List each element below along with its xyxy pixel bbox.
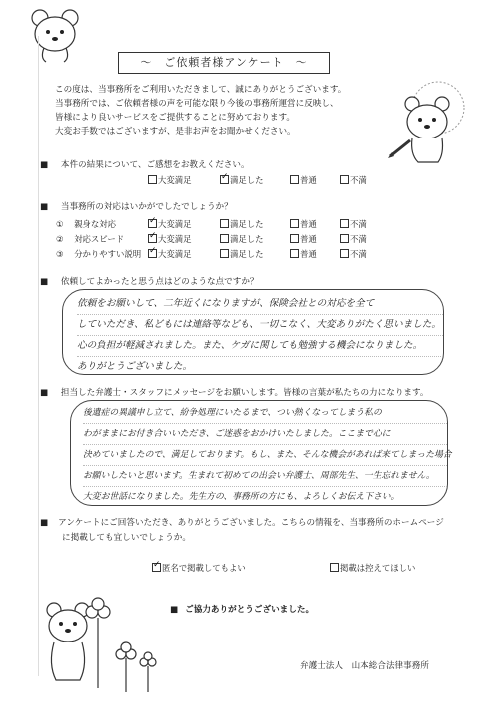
handwritten-line: していただき、私どもには連絡等なども、一切こなく、大変ありがたく思いました。 [77,315,443,336]
q2-r3-opt4[interactable] [340,248,367,260]
handwritten-line: 心の負担が軽減されました。また、ケガに関しても勉強する機会になりました。 [77,336,443,357]
q2-r1-opt4[interactable] [340,218,367,230]
row-number: ③ [56,249,64,259]
checkbox[interactable] [290,175,299,184]
q1-option-2[interactable] [220,174,264,186]
q2-r2-opt2[interactable] [220,233,264,245]
thanks-text [170,603,314,615]
question-marker: ■ [40,160,49,170]
checkbox-checked[interactable] [148,219,157,228]
q1-option-3[interactable] [290,174,317,186]
handwritten-line: 決めていましたので、満足しております。もし、また、そんな機会があれば来てしまった場合 [83,445,447,466]
q5-option-label: 掲載は控えてほしい [340,563,416,573]
question-4-text: 担当した弁護士・スタッフにメッセージをお願いします。皆様の言葉が私たちの力になります。 [60,388,429,398]
checkbox[interactable] [340,234,349,243]
option-label: 大変満足 [158,219,192,229]
checkbox[interactable] [290,219,299,228]
row-label: 分かりやすい説明 [74,249,142,259]
checkbox[interactable] [148,175,157,184]
checkbox-checked[interactable] [220,175,229,184]
intro-line: 大変お手数ではございますが、是非お声をお聞かせください。 [55,127,296,137]
option-label: 普通 [300,249,317,259]
q2-row-3 [56,248,141,260]
question-2-text: 当事務所の対応はいかがでしたでしょうか？ [60,202,233,212]
handwritten-line: 後遺症の異議申し立て、紛争処理にいたるまで、つい熱くなってしまう私の [83,403,447,424]
handwritten-line: 大変お世話になりました。先生方の、事務所の方にも、よろしくお伝え下さい。 [83,492,400,502]
answer-box-q3 [62,289,444,375]
q5-option-1[interactable] [152,562,246,574]
q2-r1-opt3[interactable] [290,218,317,230]
handwritten-answer-q4 [71,401,452,507]
option-label: 満足した [230,219,264,229]
question-marker: ■ [40,388,49,398]
q2-r2-opt1[interactable] [148,233,192,245]
checkbox[interactable] [340,249,349,258]
q5-option-label: 匿名で掲載してもよい [162,563,246,573]
option-label: 普通 [300,219,317,229]
checkbox[interactable] [220,219,229,228]
q1-option-label: 大変満足 [158,175,192,185]
office-name: 弁護士法人 山本総合法律事務所 [300,661,429,671]
intro-text [55,83,346,139]
handwritten-answer-q3 [63,290,443,377]
option-label: 大変満足 [158,249,192,259]
question-1-text: 本件の結果について、ご感想をお教えください。 [60,160,250,170]
thanks-label: ご協力ありがとうございました。 [185,605,315,615]
row-label: 対応スピード [74,234,125,244]
option-label: 普通 [300,234,317,244]
option-label: 不満 [350,219,367,229]
q2-r1-opt1[interactable] [148,218,192,230]
q2-r1-opt2[interactable] [220,218,264,230]
question-marker: ■ [40,518,49,528]
row-label: 親身な対応 [74,219,117,229]
checkbox[interactable] [330,563,339,572]
q2-row-1 [56,218,116,230]
checkbox[interactable] [340,219,349,228]
question-4 [40,386,429,398]
handwritten-line: 依頼をお願いして、二年近くになりますが、保険会社との対応を全て [77,294,443,315]
question-3 [40,275,259,287]
option-label: 満足した [230,249,264,259]
q2-row-2 [56,233,124,245]
option-label: 不満 [350,234,367,244]
checkbox[interactable] [290,249,299,258]
thanks-marker: ■ [170,605,179,615]
question-2 [40,200,233,212]
checkbox[interactable] [290,234,299,243]
option-label: 大変満足 [158,234,192,244]
q2-r3-opt3[interactable] [290,248,317,260]
intro-line: この度は、当事務所をご利用いただきまして、誠にありがとうございます。 [55,85,347,95]
q1-option-label: 満足した [230,175,264,185]
q1-option-label: 不満 [350,175,367,185]
row-number: ① [56,219,64,229]
q1-option-1[interactable] [148,174,192,186]
bear-with-pencil-icon [380,78,470,170]
q2-r2-opt3[interactable] [290,233,317,245]
question-marker: ■ [40,202,49,212]
checkbox-checked[interactable] [152,563,161,572]
handwritten-line: お願いしたいと思います。生まれて初めての出会い弁護士、周部先生、一生忘れません。 [83,466,447,487]
intro-line: 皆様により良いサービスをご提供することに努めております。 [55,113,295,123]
option-label: 満足した [230,234,264,244]
page-title: ～ ご依頼者様アンケート ～ [118,52,330,74]
intro-line: 当事務所では、ご依頼者様の声を可能な限り今後の事務所運営に反映し、 [55,99,339,109]
question-1 [40,158,250,170]
row-number: ② [56,234,64,244]
question-marker: ■ [40,277,49,287]
question-5-text-line: に掲載しても宜しいでしょうか。 [62,533,191,543]
handwritten-line: わがままにお付き合いいただき、ご迷惑をおかけいたしました。ここまで心に [83,424,447,445]
q1-option-4[interactable] [340,174,367,186]
q2-r3-opt2[interactable] [220,248,264,260]
q5-option-2[interactable] [330,562,415,574]
checkbox[interactable] [340,175,349,184]
option-label: 不満 [350,249,367,259]
bear-with-clover-icon [36,588,166,698]
checkbox[interactable] [220,234,229,243]
q2-r2-opt4[interactable] [340,233,367,245]
q2-r3-opt1[interactable] [148,248,192,260]
question-5 [40,516,444,546]
question-3-text: 依頼してよかったと思う点はどのような点ですか？ [60,277,259,287]
handwritten-line: ありがとうございました。 [77,361,193,372]
checkbox[interactable] [220,249,229,258]
checkbox-checked[interactable] [148,249,157,258]
answer-box-q4 [70,400,452,506]
question-5-text-line: アンケートにご回答いただき、ありがとうございました。こちらの情報を、当事務所のホームページ [58,518,444,528]
q1-option-label: 普通 [300,175,317,185]
checkbox-checked[interactable] [148,234,157,243]
